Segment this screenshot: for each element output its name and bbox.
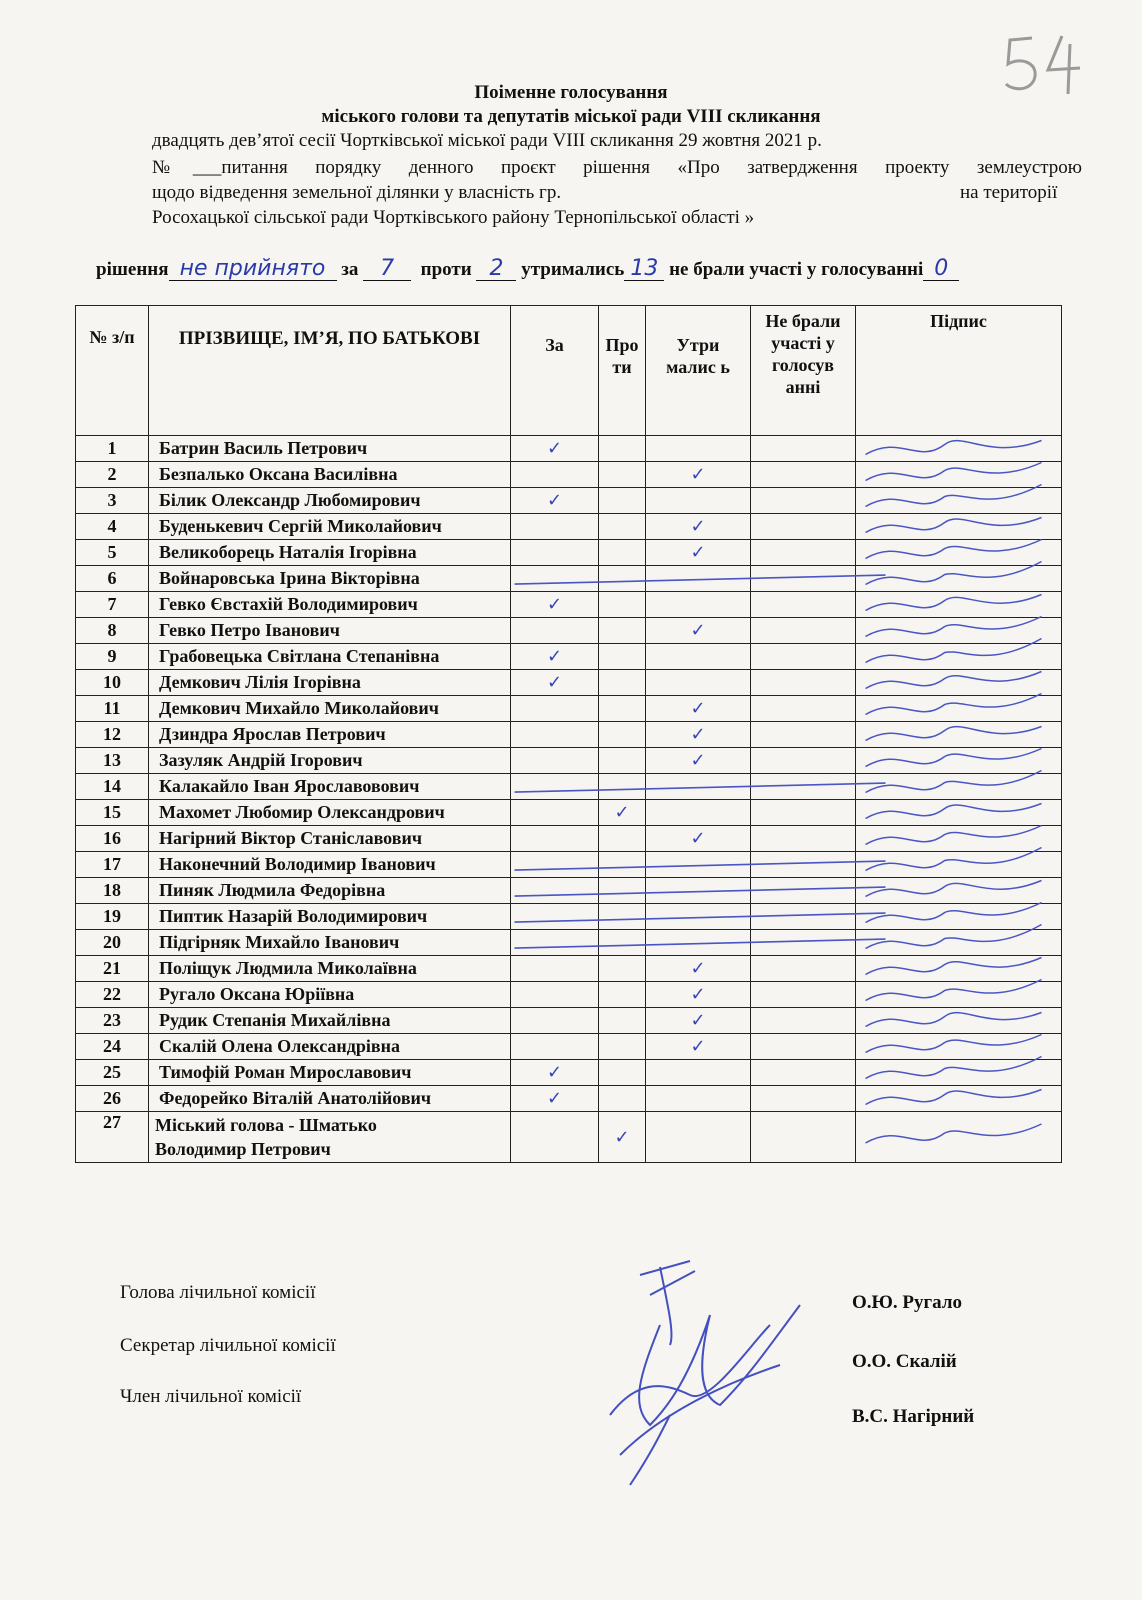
utrym-label: утримались bbox=[521, 259, 625, 280]
signature-scribble bbox=[866, 958, 1042, 975]
row-name: Поліщук Людмила Миколаївна bbox=[149, 956, 511, 982]
row-num: 22 bbox=[76, 982, 149, 1008]
row-name: Підгірняк Михайло Іванович bbox=[149, 930, 511, 956]
row-num: 4 bbox=[76, 514, 149, 540]
check-mark-icon: ✓ bbox=[690, 620, 706, 641]
check-mark-icon: ✓ bbox=[546, 594, 563, 615]
signature-scribble bbox=[866, 617, 1042, 637]
check-mark-icon: ✓ bbox=[690, 516, 706, 537]
signature-scribble bbox=[866, 1013, 1042, 1027]
check-mark-icon: ✓ bbox=[546, 646, 563, 667]
check-mark-icon: ✓ bbox=[546, 438, 563, 459]
agenda-item-line-1: №___питання порядку денного проєкт рішення «Про затвердження проекту землеустрою bbox=[152, 157, 1082, 178]
row-num: 12 bbox=[76, 722, 149, 748]
check-mark-icon: ✓ bbox=[690, 828, 706, 849]
check-mark-icon: ✓ bbox=[546, 1062, 563, 1083]
row-name: Гевко Євстахій Володимирович bbox=[149, 592, 511, 618]
session-line: двадцять дев’ятої сесії Чортківської міської ради VIII скликання 29 жовтня 2021 р. bbox=[152, 130, 822, 151]
utrym-value: 13 bbox=[624, 258, 664, 281]
row-num: 19 bbox=[76, 904, 149, 930]
signature-scribble bbox=[866, 595, 1042, 611]
chair-name: О.Ю. Ругало bbox=[852, 1292, 962, 1313]
row-name-line-2: Володимир Петрович bbox=[155, 1139, 331, 1159]
check-mark-icon: ✓ bbox=[546, 490, 563, 511]
row-num: 2 bbox=[76, 462, 149, 488]
strike-line bbox=[515, 913, 886, 922]
row-name: Гевко Петро Іванович bbox=[149, 618, 511, 644]
signature-scribble bbox=[866, 1124, 1042, 1143]
header-utrym: Утри малис ь bbox=[646, 306, 751, 436]
check-mark-icon: ✓ bbox=[690, 542, 706, 563]
decision-label: рішення bbox=[96, 259, 169, 280]
row-name: Федорейко Віталій Анатолійович bbox=[149, 1086, 511, 1112]
member-label: Член лічильної комісії bbox=[120, 1386, 302, 1407]
row-num: 14 bbox=[76, 774, 149, 800]
row-num: 25 bbox=[76, 1060, 149, 1086]
secretary-label: Секретар лічильної комісії bbox=[120, 1335, 336, 1356]
row-num: 18 bbox=[76, 878, 149, 904]
signature-scribble bbox=[866, 848, 1042, 871]
signature-scribble bbox=[866, 485, 1042, 507]
row-name: Пиптик Назарій Володимирович bbox=[149, 904, 511, 930]
document-title: Поіменне голосування bbox=[474, 82, 668, 103]
signature-scribble bbox=[866, 518, 1042, 533]
row-num: 6 bbox=[76, 566, 149, 592]
signature-scribble bbox=[866, 694, 1042, 715]
ne-brali-value: 0 bbox=[923, 258, 959, 281]
signature-scribble bbox=[866, 463, 1042, 481]
row-name: Зазуляк Андрій Ігорович bbox=[149, 748, 511, 774]
header-ne-brali: Не брали участі у голосув анні bbox=[751, 306, 856, 436]
check-mark-icon: ✓ bbox=[690, 1036, 706, 1057]
row-num: 17 bbox=[76, 852, 149, 878]
signature-scribble bbox=[866, 881, 1042, 897]
signature-scribble bbox=[866, 639, 1042, 663]
row-name: Калакайло Іван Ярославовович bbox=[149, 774, 511, 800]
signature-scribble bbox=[866, 441, 1042, 455]
row-name: Буденькевич Сергій Миколайович bbox=[149, 514, 511, 540]
signature-scribble bbox=[866, 804, 1042, 819]
row-num: 23 bbox=[76, 1008, 149, 1034]
row-num: 13 bbox=[76, 748, 149, 774]
member-name: В.С. Нагірний bbox=[852, 1406, 975, 1427]
signature-scribble bbox=[866, 903, 1042, 923]
header-za: За bbox=[511, 306, 599, 436]
row-name-line-1: Міський голова - Шматько bbox=[155, 1115, 377, 1135]
check-mark-icon: ✓ bbox=[690, 724, 706, 745]
check-mark-icon: ✓ bbox=[690, 698, 706, 719]
row-num: 9 bbox=[76, 644, 149, 670]
za-label: за bbox=[341, 259, 359, 280]
row-name: Великоборець Наталія Ігорівна bbox=[149, 540, 511, 566]
row-num: 27 bbox=[76, 1112, 149, 1163]
proty-label: проти bbox=[420, 259, 472, 280]
agenda-item-line-3: Росохацької сільської ради Чортківського району Тернопільської області » bbox=[152, 207, 755, 228]
row-name: Грабовецька Світлана Степанівна bbox=[149, 644, 511, 670]
check-mark-icon: ✓ bbox=[546, 672, 563, 693]
row-num: 8 bbox=[76, 618, 149, 644]
row-num: 10 bbox=[76, 670, 149, 696]
signature-scribble bbox=[866, 1090, 1042, 1105]
secretary-name: О.О. Скалій bbox=[852, 1351, 957, 1372]
row-num: 20 bbox=[76, 930, 149, 956]
signature-scribble bbox=[866, 980, 1042, 1001]
row-name: Ругало Оксана Юріївна bbox=[149, 982, 511, 1008]
row-name: Безпалько Оксана Василівна bbox=[149, 462, 511, 488]
row-name: Тимофій Роман Мирославович bbox=[149, 1060, 511, 1086]
signature-scribble bbox=[866, 727, 1042, 741]
row-name: Дзиндра Ярослав Петрович bbox=[149, 722, 511, 748]
check-mark-icon: ✓ bbox=[614, 1126, 630, 1148]
agenda-item-line-2a: щодо відведення земельної ділянки у власність гр. bbox=[152, 182, 562, 203]
signature-scribble bbox=[866, 1057, 1042, 1079]
decision-value: не прийнято bbox=[169, 258, 337, 281]
check-mark-icon: ✓ bbox=[690, 984, 706, 1005]
check-mark-icon: ✓ bbox=[690, 1010, 706, 1031]
row-name: Войнаровська Ірина Вікторівна bbox=[149, 566, 511, 592]
signature-scribble bbox=[866, 1035, 1042, 1053]
row-num: 7 bbox=[76, 592, 149, 618]
chair-label: Голова лічильної комісії bbox=[120, 1282, 316, 1303]
check-mark-icon: ✓ bbox=[614, 802, 630, 823]
row-name: Нагірний Віктор Станіславович bbox=[149, 826, 511, 852]
signature-scribble bbox=[866, 826, 1042, 845]
row-name: Рудик Степанія Михайлівна bbox=[149, 1008, 511, 1034]
commission-signatures bbox=[600, 1255, 830, 1495]
header-proty: Про ти bbox=[599, 306, 646, 436]
row-name: Демкович Михайло Миколайович bbox=[149, 696, 511, 722]
row-name: Наконечний Володимир Іванович bbox=[149, 852, 511, 878]
row-name: Демкович Лілія Ігорівна bbox=[149, 670, 511, 696]
row-name: Махомет Любомир Олександрович bbox=[149, 800, 511, 826]
check-mark-icon: ✓ bbox=[690, 750, 706, 771]
check-mark-icon: ✓ bbox=[546, 1088, 563, 1109]
signature-scribble bbox=[866, 749, 1042, 767]
row-num: 1 bbox=[76, 436, 149, 462]
strike-line bbox=[515, 861, 886, 870]
row-num: 21 bbox=[76, 956, 149, 982]
strike-line bbox=[515, 887, 886, 896]
signature-scribble bbox=[866, 562, 1042, 585]
row-name: Пиняк Людмила Федорівна bbox=[149, 878, 511, 904]
check-mark-icon: ✓ bbox=[690, 464, 706, 485]
row-num: 3 bbox=[76, 488, 149, 514]
row-name: Білик Олександр Любомирович bbox=[149, 488, 511, 514]
strike-line bbox=[515, 575, 886, 584]
row-num: 11 bbox=[76, 696, 149, 722]
header-name: ПРІЗВИЩЕ, ІМ’Я, ПО БАТЬКОВІ bbox=[149, 306, 511, 436]
row-num: 15 bbox=[76, 800, 149, 826]
agenda-item-line-2b: на території bbox=[960, 182, 1058, 203]
row-name: Скалій Олена Олександрівна bbox=[149, 1034, 511, 1060]
signature-scribble bbox=[866, 925, 1042, 949]
strike-line bbox=[515, 783, 886, 792]
signature-scribble bbox=[866, 672, 1042, 689]
row-num: 16 bbox=[76, 826, 149, 852]
document-subtitle: міського голови та депутатів міської ради VIII скликання bbox=[321, 106, 821, 127]
strike-line bbox=[515, 939, 886, 948]
ne-brali-label: не брали участі у голосуванні bbox=[669, 259, 924, 280]
signature-scribble bbox=[866, 771, 1042, 793]
row-num: 5 bbox=[76, 540, 149, 566]
row-num: 26 bbox=[76, 1086, 149, 1112]
check-mark-icon: ✓ bbox=[690, 958, 706, 979]
za-value: 7 bbox=[363, 258, 411, 281]
header-num: № з/п bbox=[76, 306, 149, 436]
header-signature: Підпис bbox=[856, 306, 1062, 436]
row-num: 24 bbox=[76, 1034, 149, 1060]
signature-scribble bbox=[866, 540, 1042, 559]
row-name: Батрин Василь Петрович bbox=[149, 436, 511, 462]
proty-value: 2 bbox=[476, 258, 516, 281]
